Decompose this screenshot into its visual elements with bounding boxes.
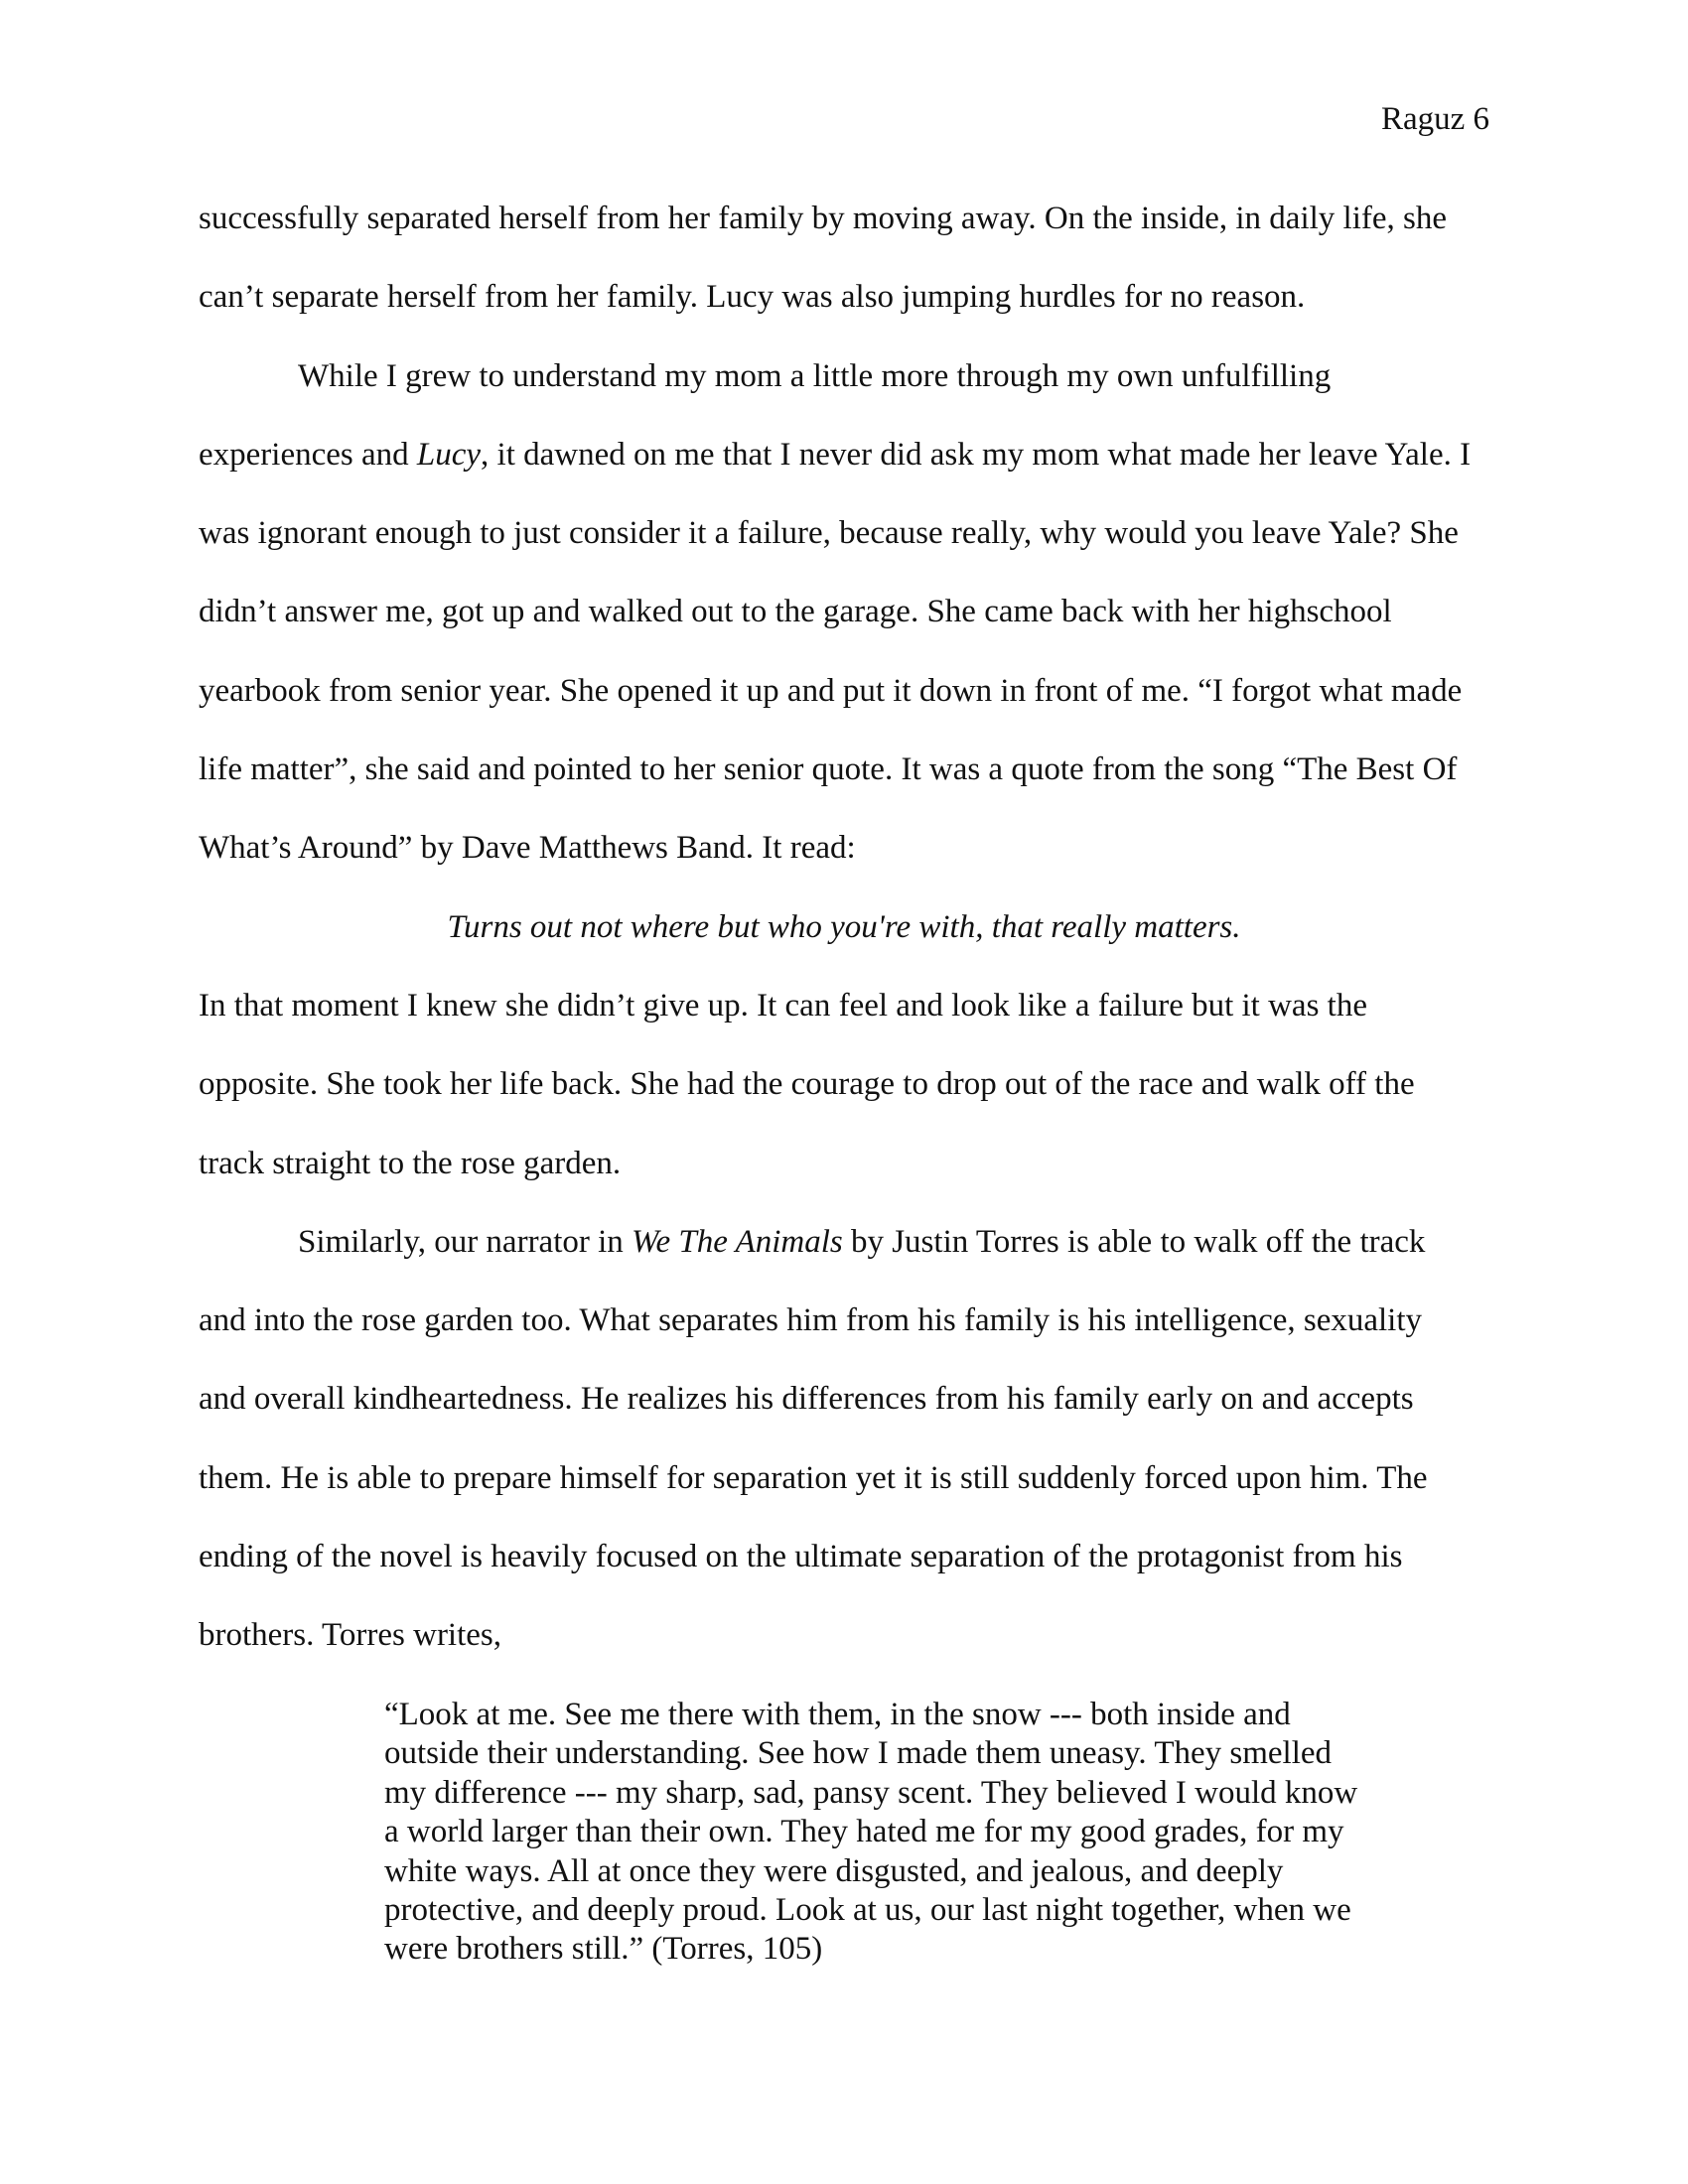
text-run: by Justin Torres is able to walk off the track: [842, 1223, 1426, 1260]
paragraph-line: and overall kindheartedness. He realizes his differences from his family early on and accepts: [199, 1381, 1414, 1418]
block-quote: [384, 1696, 1377, 1970]
paragraph-line: yearbook from senior year. She opened it up and put it down in front of me. “I forgot what made: [199, 672, 1463, 709]
paragraph-line: In that moment I knew she didn’t give up. It can feel and look like a failure but it was the: [199, 987, 1367, 1024]
book-title: We The Animals: [632, 1223, 843, 1260]
block-quote-line: “Look at me. See me there with them, in the snow --- both inside and: [384, 1697, 1291, 1732]
paragraph-line: opposite. She took her life back. She had the courage to drop out of the race and walk off the: [199, 1066, 1415, 1103]
paragraph-line: didn’t answer me, got up and walked out to the garage. She came back with her highschool: [199, 594, 1392, 630]
text-run: Similarly, our narrator in: [298, 1223, 633, 1260]
running-head: Raguz 6: [1380, 101, 1489, 137]
paragraph-line: What’s Around” by Dave Matthews Band. It read:: [199, 830, 856, 867]
paragraph-line: successfully separated herself from her family by moving away. On the inside, in daily life, she: [199, 201, 1447, 236]
block-quote-line: a world larger than their own. They hated me for my good grades, for my: [384, 1814, 1344, 1850]
block-quote-line: protective, and deeply proud. Look at us, our last night together, when we: [384, 1891, 1351, 1928]
paragraph-line: track straight to the rose garden.: [199, 1145, 622, 1181]
paragraph-line: was ignorant enough to just consider it a failure, because really, why would you leave Yale? She: [199, 515, 1459, 552]
paragraph-line: brothers. Torres writes,: [199, 1617, 502, 1654]
block-quote-line: were brothers still.” (Torres, 105): [384, 1931, 823, 1968]
book-title: Lucy: [416, 436, 482, 473]
paragraph-line: [199, 1222, 1489, 1300]
body-text: [199, 199, 1489, 1695]
paragraph-line: life matter”, she said and pointed to her senior quote. It was a quote from the song “The Best Of: [199, 751, 1458, 788]
paragraph-line: [199, 435, 1489, 513]
paragraph-line: them. He is able to prepare himself for separation yet it is still suddenly forced upon him. The: [199, 1459, 1428, 1496]
paragraph-line: While I grew to understand my mom a little more through my own unfulfilling: [298, 357, 1332, 394]
paragraph-line: and into the rose garden too. What separates him from his family is his intelligence, sexuality: [199, 1302, 1423, 1339]
block-quote-line: white ways. All at once they were disgusted, and jealous, and deeply: [384, 1852, 1284, 1889]
paragraph-line: can’t separate herself from her family. Lucy was also jumping hurdles for no reason.: [199, 279, 1306, 316]
paragraph-line: ending of the novel is heavily focused on the ultimate separation of the protagonist from his: [199, 1539, 1403, 1575]
block-quote-line: outside their understanding. See how I made them uneasy. They smelled: [384, 1735, 1333, 1772]
text-run: , it dawned on me that I never did ask my mom what made her leave Yale. I: [481, 436, 1472, 473]
text-run: experiences and: [199, 436, 417, 473]
epigraph-quote: Turns out not where but who you're with, that really matters.: [447, 908, 1241, 945]
block-quote-line: my difference --- my sharp, sad, pansy scent. They believed I would know: [384, 1774, 1358, 1811]
